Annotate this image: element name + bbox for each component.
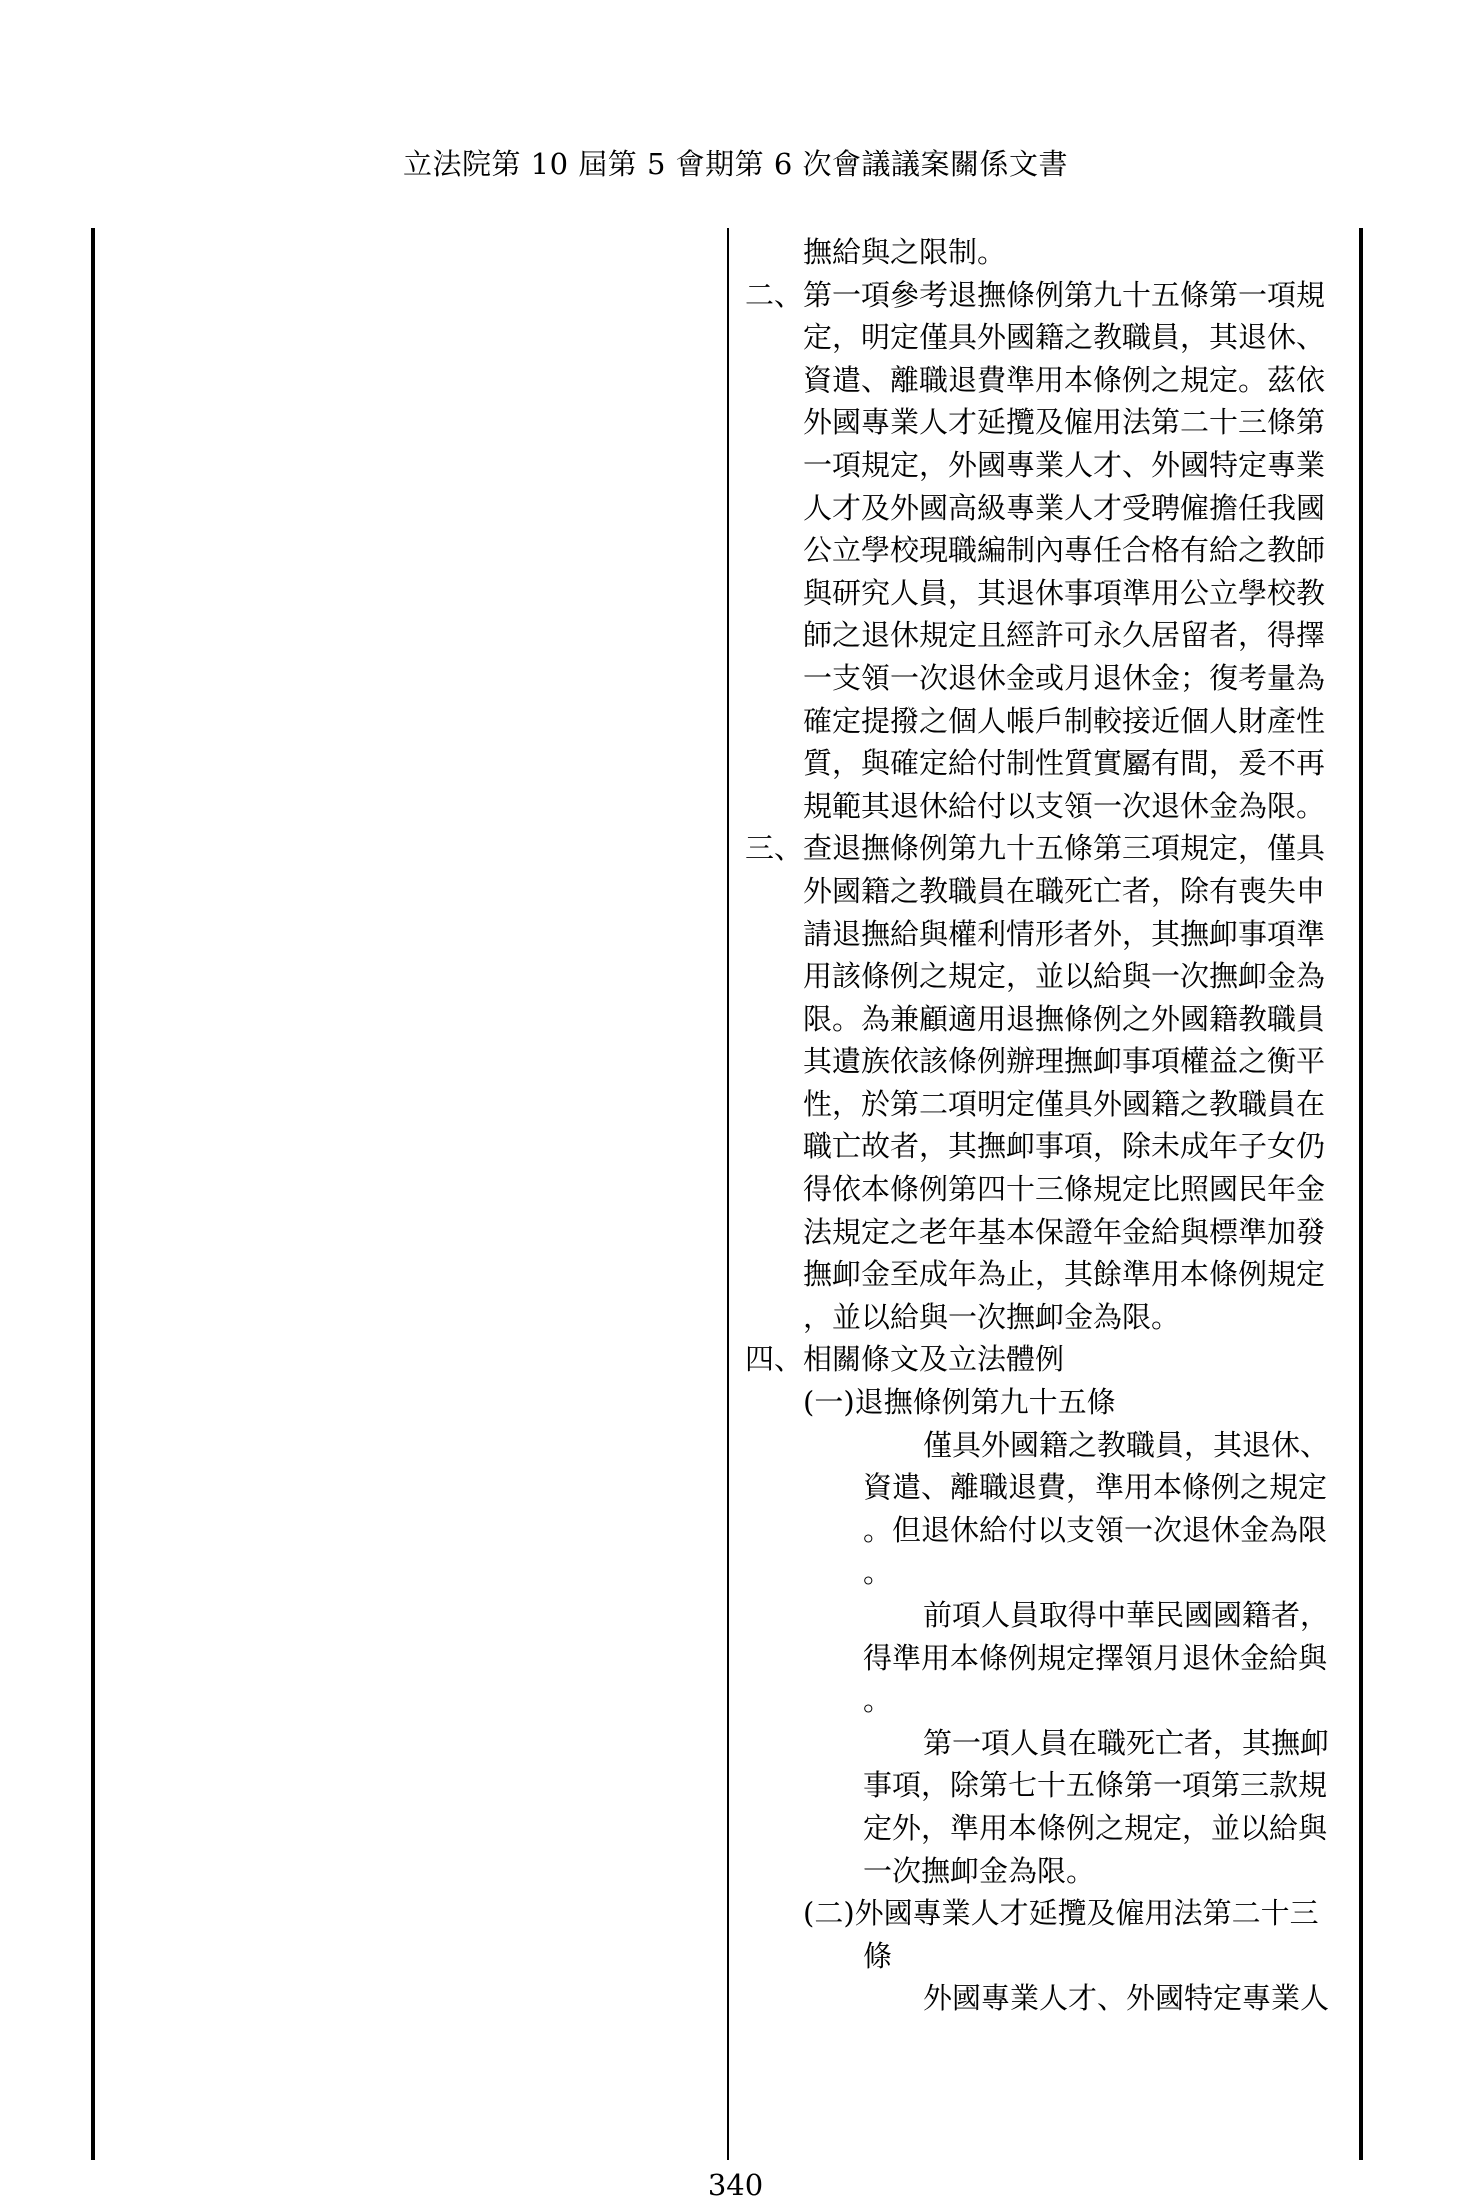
text-line: 一項規定，外國專業人才、外國特定專業 bbox=[803, 447, 1326, 482]
text-line: 定外，準用本條例之規定，並以給與 bbox=[863, 1810, 1328, 1845]
text-line: 第一項人員在職死亡者，其撫卹 bbox=[923, 1725, 1330, 1760]
text-line: 二、第一項參考退撫條例第九十五條第一項規 bbox=[745, 277, 1326, 312]
text-line: 外國籍之教職員在職死亡者，除有喪失申 bbox=[803, 873, 1326, 908]
text-line: 法規定之老年基本保證年金給與標準加發 bbox=[803, 1214, 1326, 1249]
text-line: 一次撫卹金為限。 bbox=[863, 1853, 1096, 1888]
text-line: 一支領一次退休金或月退休金；復考量為 bbox=[803, 660, 1326, 695]
text-line: 外國專業人才、外國特定專業人 bbox=[923, 1981, 1330, 2016]
text-line: 職亡故者，其撫卹事項，除未成年子女仍 bbox=[803, 1129, 1326, 1164]
text-line: 僅具外國籍之教職員，其退休、 bbox=[923, 1427, 1330, 1462]
text-line: 人才及外國高級專業人才受聘僱擔任我國 bbox=[803, 490, 1326, 525]
text-line: 請退撫給與權利情形者外，其撫卹事項準 bbox=[803, 916, 1326, 951]
text-line: 事項，除第七十五條第一項第三款規 bbox=[863, 1768, 1328, 1803]
text-line: 公立學校現職編制內專任合格有給之教師 bbox=[803, 533, 1326, 568]
text-line: 質，與確定給付制性質實屬有間，爰不再 bbox=[803, 746, 1326, 781]
text-line: 。但退休給付以支領一次退休金為限 bbox=[863, 1512, 1328, 1547]
table-border-right bbox=[1359, 228, 1363, 2160]
text-line: 與研究人員，其退休事項準用公立學校教 bbox=[803, 575, 1326, 610]
table-border-left bbox=[91, 228, 95, 2160]
page-number: 340 bbox=[707, 2168, 764, 2202]
text-line: 條 bbox=[863, 1938, 893, 1973]
text-line: 四、相關條文及立法體例 bbox=[745, 1342, 1065, 1377]
text-line: 得依本條例第四十三條規定比照國民年金 bbox=[803, 1172, 1326, 1207]
text-line: ，並以給與一次撫卹金為限。 bbox=[803, 1299, 1181, 1334]
text-line: 。 bbox=[863, 1555, 893, 1590]
text-line: 性，於第二項明定僅具外國籍之教職員在 bbox=[803, 1086, 1326, 1121]
text-line: 師之退休規定且經許可永久居留者，得擇 bbox=[803, 618, 1326, 653]
text-line: 三、查退撫條例第九十五條第三項規定，僅具 bbox=[745, 831, 1326, 866]
text-line: 資遣、離職退費準用本條例之規定。茲依 bbox=[803, 362, 1326, 397]
text-line: 確定提撥之個人帳戶制較接近個人財產性 bbox=[803, 703, 1326, 738]
table-column-divider bbox=[727, 228, 729, 2160]
text-line: 。 bbox=[863, 1683, 893, 1718]
text-line: 資遣、離職退費，準用本條例之規定 bbox=[863, 1470, 1328, 1505]
text-line: (一)退撫條例第九十五條 bbox=[803, 1385, 1116, 1420]
text-line: 外國專業人才延攬及僱用法第二十三條第 bbox=[803, 405, 1326, 440]
text-line: 其遺族依該條例辦理撫卹事項權益之衡平 bbox=[803, 1044, 1326, 1079]
text-line: 得準用本條例規定擇領月退休金給與 bbox=[863, 1640, 1328, 1675]
text-line: (二)外國專業人才延攬及僱用法第二十三 bbox=[803, 1896, 1319, 1931]
text-line: 撫給與之限制。 bbox=[803, 235, 1007, 269]
explanation-column bbox=[745, 231, 1345, 2020]
text-line: 規範其退休給付以支領一次退休金為限。 bbox=[803, 788, 1326, 823]
text-line: 前項人員取得中華民國國籍者， bbox=[923, 1598, 1330, 1632]
text-line: 撫卹金至成年為止，其餘準用本條例規定 bbox=[803, 1257, 1326, 1292]
text-line: 用該條例之規定，並以給與一次撫卹金為 bbox=[803, 959, 1326, 994]
page-header: 立法院第 10 屆第 5 會期第 6 次會議議案關係文書 bbox=[402, 147, 1069, 181]
text-line: 定，明定僅具外國籍之教職員，其退休、 bbox=[803, 320, 1326, 355]
text-line: 限。為兼顧適用退撫條例之外國籍教職員 bbox=[803, 1001, 1326, 1036]
